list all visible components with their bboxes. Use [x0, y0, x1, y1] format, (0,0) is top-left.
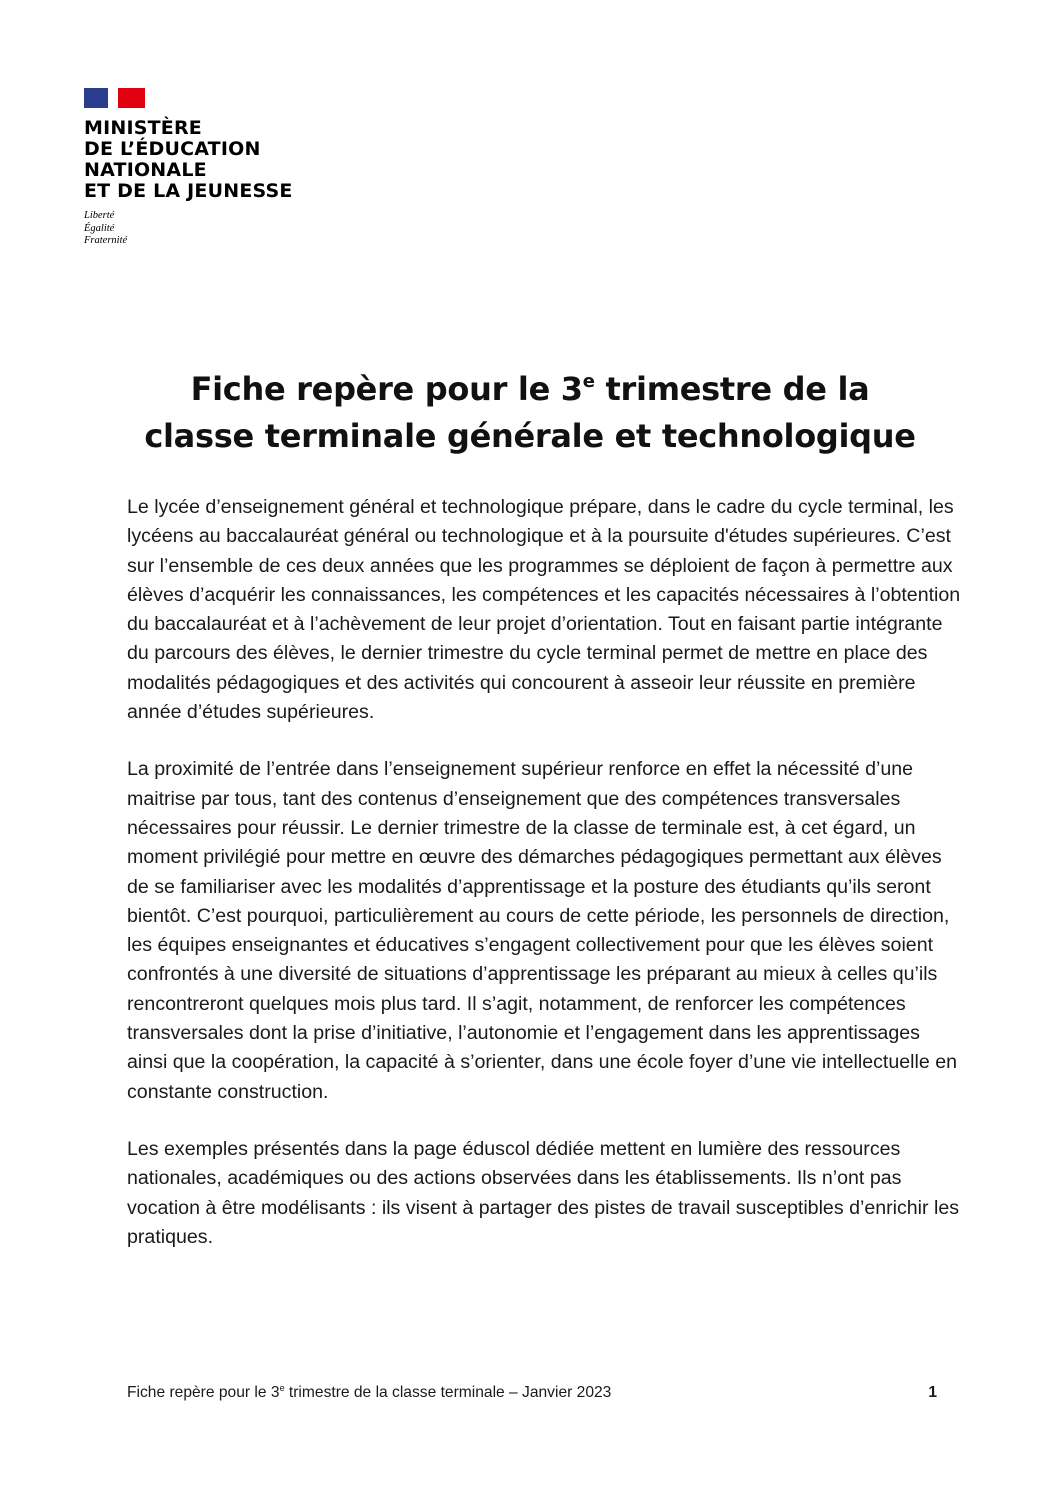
marianne-flag-icon [84, 88, 145, 108]
footer-text-part: trimestre de la classe terminale – Janvier 2023 [284, 1384, 612, 1401]
page-number: 1 [928, 1384, 937, 1401]
ministry-line: MINISTÈRE [84, 117, 202, 139]
motto-line: Fraternité [84, 235, 128, 246]
body-paragraph: La proximité de l’entrée dans l’enseignement supérieur renforce en effet la nécessité d’une maitrise par tous, tant des contenus d’enseignement que des compétences transversales nécessaires pour réussir. Le dernier trimestre de la classe de terminale est, à cet égard, un moment privilégié pour mettre en œuvre des démarches pédagogiques permettant aux élèves de se familiariser avec les modalités d’apprentissage et la posture des étudiants qu’ils seront bientôt. C’est pourquoi, particulièrement au cours de cette période, les personnels de direction, les équipes enseignantes et éducatives s’engagent collectivement pour que les élèves soient confrontés à une diversité de situations d’apprentissage les préparant au mieux à celles qu’ils rencontreront quelques mois plus tard. Il s’agit, notamment, de renforcer les compétences transversales dont la prise d’initiative, l’autonomie et l’engagement dans les apprentissages ainsi que la coopération, la capacité à s’orienter, dans une école foyer d’une vie intellectuelle en constante construction. [127, 758, 958, 1103]
ministry-name [84, 118, 324, 202]
page-footer [127, 1383, 937, 1403]
body-paragraph: Les exemples présentés dans la page éduscol dédiée mettent en lumière des ressources nationales, académiques ou des actions observées dans les établissements. Ils n’ont pas vocation à être modélisants : ils visent à partager des pistes de travail susceptibles d’enrichir les pratiques. [127, 1137, 960, 1248]
body-paragraph: Le lycée d’enseignement général et technologique prépare, dans le cadre du cycle terminal, les lycéens au baccalauréat général ou technologique et à la poursuite d'études supérieures. C’est sur l’ensemble de ces deux années que les programmes se déploient de façon à permettre aux élèves d’acquérir les connaissances, les compétences et les capacités nécessaires à l’obtention du baccalauréat et à l’achèvement de leur projet d’orientation. Tout en faisant partie intégrante du parcours des élèves, le dernier trimestre du cycle terminal permet de mettre en place des modalités pédagogiques et des activités qui concourent à asseoir leur réussite en première année d’études supérieures. [127, 496, 961, 724]
flag-blue-stripe [84, 88, 108, 108]
title-line-1 [191, 370, 870, 408]
ministry-line: ET DE LA JEUNESSE [84, 180, 293, 202]
title-text: Fiche repère pour le 3 [190, 370, 583, 408]
flag-white-stripe [108, 88, 118, 108]
flag-red-stripe [118, 88, 145, 108]
title-text: trimestre de la [594, 370, 870, 408]
motto-line: Égalité [84, 222, 115, 234]
ministry-line: DE L’ÉDUCATION [84, 138, 261, 160]
title-line-2: classe terminale générale et technologique [144, 417, 916, 455]
document-title [80, 366, 980, 460]
footer-text-part: Fiche repère pour le 3 [127, 1384, 280, 1401]
ministry-line: NATIONALE [84, 159, 207, 181]
motto-line: Liberté [84, 210, 115, 221]
republic-motto [84, 210, 324, 248]
footer-text [127, 1384, 611, 1401]
ministry-logo [84, 88, 324, 248]
footer-superscript: e [279, 1383, 285, 1393]
title-superscript: e [582, 371, 595, 392]
document-body [127, 493, 965, 1280]
